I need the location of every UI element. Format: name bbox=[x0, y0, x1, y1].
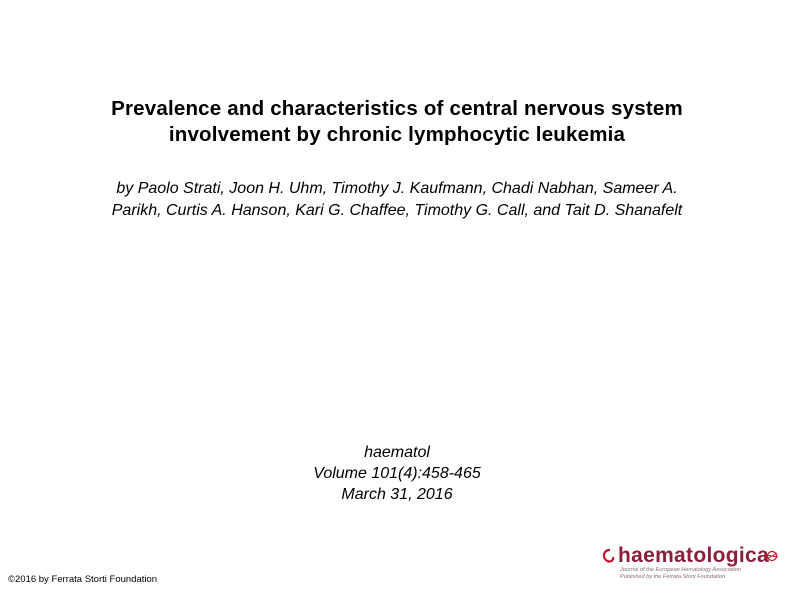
logo-swirl-icon bbox=[604, 550, 613, 561]
article-title-line-1: Prevalence and characteristics of central nervous system bbox=[111, 97, 683, 120]
haematologica-logo bbox=[596, 538, 784, 582]
journal-name: haematol bbox=[364, 444, 430, 461]
logo-tagline-2: Published by the Ferrata Storti Foundation bbox=[620, 574, 726, 580]
haematologica-logo-graphic bbox=[596, 538, 784, 582]
author-list-line-2: Parikh, Curtis A. Hanson, Kari G. Chaffee, Timothy G. Call, and Tait D. Shanafelt bbox=[111, 202, 683, 219]
publication-date: March 31, 2016 bbox=[341, 486, 453, 503]
article-title-line-2: involvement by chronic lymphocytic leukemia bbox=[168, 123, 626, 146]
logo-wordmark: haematologica bbox=[618, 544, 769, 567]
volume-pages: Volume 101(4):458-465 bbox=[313, 465, 481, 482]
logo-tagline-1: Journal of the European Hematology Association bbox=[620, 567, 742, 573]
author-list bbox=[30, 178, 764, 222]
author-list-line-1: by Paolo Strati, Joon H. Uhm, Timothy J. Kaufmann, Chadi Nabhan, Sameer A. bbox=[116, 180, 678, 197]
copyright-notice: ©2016 by Ferrata Storti Foundation bbox=[8, 574, 158, 585]
citation bbox=[247, 442, 547, 505]
article-title bbox=[40, 96, 754, 148]
